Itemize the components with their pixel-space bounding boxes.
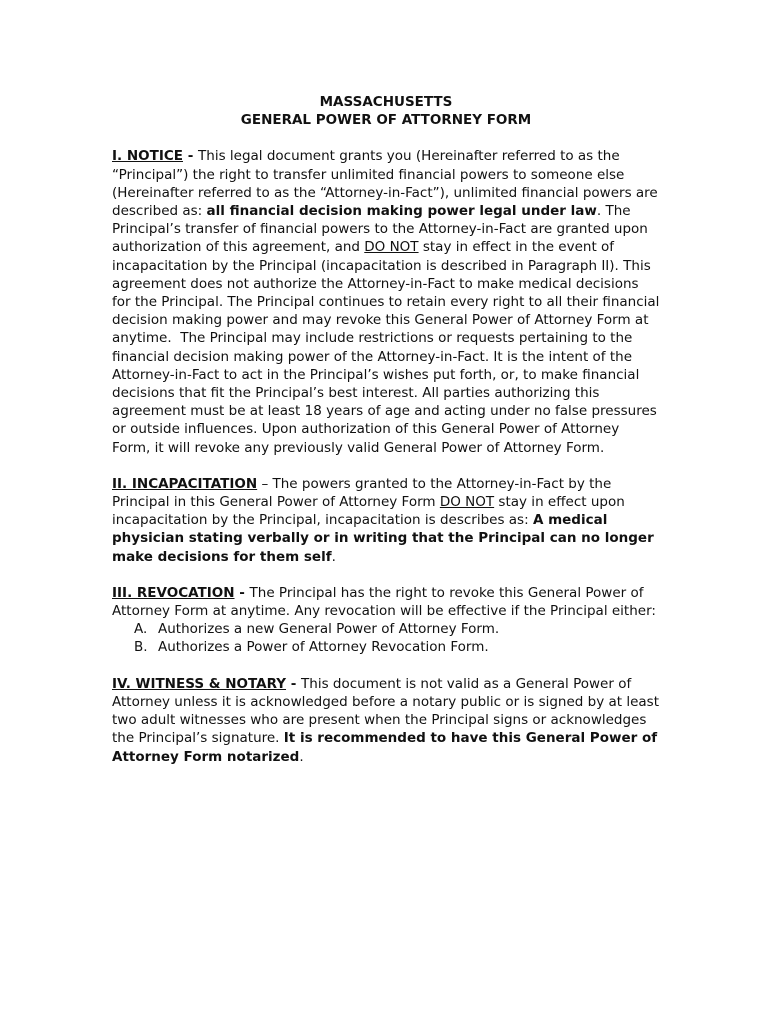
incapacitation-text-2: stay in effect upon incapacitation by the Principal, incapacitation is describes as: <box>112 494 625 529</box>
notice-dash: - <box>183 148 199 165</box>
notice-text-1: This legal document grants you (Hereinafter referred to as the “Principal”) the right to transfer unlimited financial powers to someone else (Hereinafter referred to as the “Attorney-in-Fact”), unlimited financial powers are described as: <box>112 148 658 220</box>
witness-text-1: This document is not valid as a General Power of Attorney unless it is acknowledged before a notary public or is signed by at least two adult witnesses who are present when the Principal signs or acknowledges the Principal’s signature. <box>112 675 660 747</box>
witness-text-2: . <box>299 748 304 765</box>
title-form-name: GENERAL POWER OF ATTORNEY FORM <box>240 112 532 129</box>
incapacitation-dash: – <box>257 475 273 492</box>
notice-heading: I. NOTICE <box>112 148 183 165</box>
document-page <box>112 93 660 766</box>
notice-do-not: DO NOT <box>364 239 419 256</box>
incapacitation-bold-1: A medical physician stating verbally or in writing that the Principal can no longer make decisions for them self <box>112 512 654 565</box>
witness-dash: - <box>286 675 302 692</box>
list-item-text: Authorizes a new General Power of Attorney Form. <box>158 621 500 638</box>
list-item <box>134 638 660 656</box>
list-marker: A. <box>134 621 148 638</box>
incapacitation-do-not: DO NOT <box>439 494 495 511</box>
revocation-dash: - <box>234 584 250 601</box>
witness-heading: IV. WITNESS & NOTARY <box>112 675 287 692</box>
incapacitation-heading: II. INCAPACITATION <box>112 475 258 492</box>
list-item <box>134 620 660 638</box>
notice-text-2: . The Principal’s transfer of financial powers to the Attorney-in-Fact are granted upon authorization of this agreement, and <box>112 203 648 256</box>
revocation-text-1: The Principal has the right to revoke this General Power of Attorney Form at anytime. Any revocation will be effective if the Principal either: <box>112 584 656 620</box>
list-marker: B. <box>134 639 148 656</box>
section-incapacitation <box>112 475 660 566</box>
list-item-text: Authorizes a Power of Attorney Revocation Form. <box>158 639 489 656</box>
incapacitation-text-1: The powers granted to the Attorney-in-Fact by the Principal in this General Power of Attorney Form <box>112 475 612 511</box>
document-title <box>112 93 660 129</box>
title-state: MASSACHUSETTS <box>319 94 453 110</box>
incapacitation-text-3: . <box>331 548 336 565</box>
notice-text-3: stay in effect in the event of incapacitation by the Principal (incapacitation is described in Paragraph II). This agreement does not authorize the Attorney-in-Fact to make medical decisions for the Principal. The Principal continues to retain every right to all their financial decision making power and may revoke this General Power of Attorney Form at anytime. The Principal may include restrictions or requests pertaining to the financial decision making power of the Attorney-in-Fact. It is the intent of the Attorney-in-Fact to act in the Principal’s wishes put forth, or, to make financial decisions that fit the Principal’s best interest. All parties authorizing this agreement must be at least 18 years of age and acting under no false pressures or outside influences. Upon authorization of this General Power of Attorney Form, it will revoke any previously valid General Power of Attorney Form. <box>112 239 660 456</box>
section-notice <box>112 147 660 456</box>
revocation-list <box>112 620 660 656</box>
revocation-heading: III. REVOCATION <box>112 584 235 601</box>
section-revocation <box>112 584 660 620</box>
witness-bold-1: It is recommended to have this General Power of Attorney Form notarized <box>112 730 658 765</box>
notice-bold-1: all financial decision making power legal under law <box>206 203 597 220</box>
section-witness-notary <box>112 675 660 766</box>
